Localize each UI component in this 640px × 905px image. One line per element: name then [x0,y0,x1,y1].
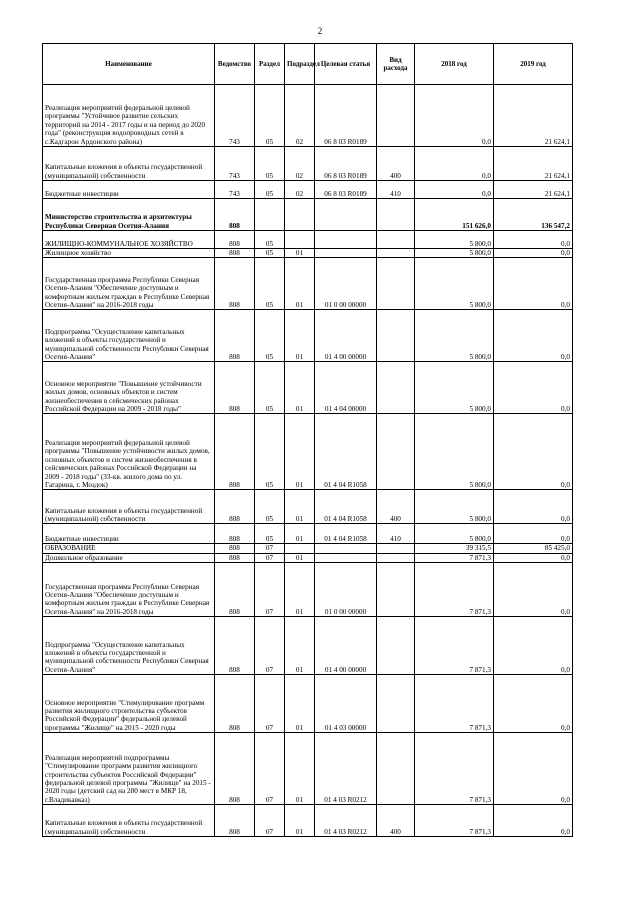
row-target-article: 01 4 04 R1058 [315,490,377,524]
row-department: 808 [215,733,255,805]
row-name: Государственная программа Республики Северная Осетия-Алания "Обеспечение доступным и комфортным жильем граждан в Республике Северная Осетия-Алания" на 2016-2018 годы [43,563,215,617]
header-year-2018: 2018 год [415,44,494,85]
row-subsection: 01 [285,310,315,362]
row-department: 808 [215,805,255,837]
table-row [43,563,573,617]
table-row [43,181,573,199]
row-target-article: 06 8 03 R0189 [315,147,377,181]
row-section: 05 [255,181,285,199]
row-name: Реализация мероприятий федеральной целевой программы "Устойчивое развитие сельских территорий на 2014 - 2017 годы и на период до 2020 года" (реконструкция водопроводных сетей в с.Кадгарон Ардонского района) [43,85,215,147]
row-amount-2019: 0,0 [494,310,573,362]
row-name: Государственная программа Республики Северная Осетия-Алания "Обеспечение доступным и комфортным жильем граждан в Республике Северная Осетия-Алания" на 2016-2018 годы [43,258,215,310]
row-expense-type [377,675,415,733]
row-name: Бюджетные инвестиции [43,181,215,199]
row-amount-2018: 39 315,5 [415,544,494,553]
header-expense-type: Вид расхода [377,44,415,85]
row-subsection: 02 [285,85,315,147]
row-section [255,199,285,231]
table-row [43,258,573,310]
row-section: 05 [255,147,285,181]
header-name: Наименование [43,44,215,85]
row-subsection [285,199,315,231]
table-row [43,553,573,562]
row-department: 808 [215,617,255,675]
row-expense-type [377,199,415,231]
row-name: Капитальные вложения в объекты государственной (муниципальной) собственности [43,147,215,181]
row-amount-2018: 5 800,0 [415,310,494,362]
row-subsection: 01 [285,733,315,805]
row-subsection: 01 [285,805,315,837]
row-target-article [315,553,377,562]
row-section: 05 [255,362,285,414]
row-department: 808 [215,563,255,617]
row-department: 808 [215,258,255,310]
row-amount-2019: 0,0 [494,805,573,837]
row-amount-2018: 7 871,3 [415,617,494,675]
row-department: 808 [215,310,255,362]
row-amount-2018: 0,0 [415,85,494,147]
row-amount-2019: 85 425,0 [494,544,573,553]
row-amount-2019: 0,0 [494,362,573,414]
row-section: 05 [255,231,285,249]
row-expense-type [377,544,415,553]
row-expense-type: 410 [377,524,415,544]
row-section: 07 [255,675,285,733]
row-amount-2019: 21 624,1 [494,85,573,147]
row-department: 808 [215,231,255,249]
row-subsection: 02 [285,147,315,181]
row-department: 808 [215,414,255,490]
table-row [43,199,573,231]
row-amount-2019: 0,0 [494,553,573,562]
row-name: Дошкольное образование [43,553,215,562]
row-target-article: 01 4 03 R0212 [315,805,377,837]
row-name: Министерство строительства и архитектуры Республики Северная Осетия-Алания [43,199,215,231]
row-name: Подпрограмма "Осуществление капитальных вложений в объекты государственной и муниципальной собственности Республики Северная Осетия-Алания" [43,310,215,362]
row-department: 808 [215,490,255,524]
row-subsection [285,544,315,553]
row-target-article: 01 4 03 00000 [315,675,377,733]
row-amount-2019: 0,0 [494,414,573,490]
row-amount-2018: 5 800,0 [415,490,494,524]
row-target-article: 01 0 00 00000 [315,563,377,617]
row-subsection: 01 [285,553,315,562]
row-target-article: 01 4 04 00000 [315,362,377,414]
table-row [43,147,573,181]
row-amount-2018: 151 626,0 [415,199,494,231]
row-department: 808 [215,553,255,562]
table-row [43,524,573,544]
table-body [43,85,573,837]
row-section: 07 [255,553,285,562]
row-amount-2019: 0,0 [494,258,573,310]
row-name: ОБРАЗОВАНИЕ [43,544,215,553]
table-header-row [43,44,573,85]
row-target-article: 01 4 00 00000 [315,617,377,675]
row-expense-type [377,563,415,617]
row-amount-2019: 0,0 [494,617,573,675]
row-amount-2018: 7 871,3 [415,553,494,562]
row-target-article: 01 4 03 R0212 [315,733,377,805]
row-target-article [315,249,377,258]
row-subsection: 01 [285,249,315,258]
row-expense-type: 400 [377,490,415,524]
row-name: Бюджетные инвестиции [43,524,215,544]
row-amount-2018: 7 871,3 [415,733,494,805]
row-section: 07 [255,544,285,553]
row-amount-2019: 0,0 [494,231,573,249]
row-amount-2018: 7 871,3 [415,805,494,837]
row-target-article [315,231,377,249]
row-amount-2018: 5 800,0 [415,249,494,258]
row-expense-type [377,617,415,675]
row-expense-type: 400 [377,805,415,837]
row-amount-2018: 5 800,0 [415,362,494,414]
row-name: Реализация мероприятий подпрограммы "Стимулирование программ развития жилищного строительства субъектов Российской Федерации" федеральной целевой программы "Жилище" на 2015 - 2020 годы (детский сад на 280 мест в МКР 18, г.Владикавказ) [43,733,215,805]
row-amount-2018: 5 800,0 [415,231,494,249]
row-amount-2018: 5 800,0 [415,258,494,310]
row-name: Основное мероприятие "Стимулирование программ развития жилищного строительства субъектов Российской Федерации" федеральной целевой программы "Жилище" на 2015 - 2020 годы [43,675,215,733]
header-target-article: Целевая статья [315,44,377,85]
table-row [43,675,573,733]
row-amount-2019: 0,0 [494,490,573,524]
header-year-2019: 2019 год [494,44,573,85]
row-amount-2018: 0,0 [415,181,494,199]
row-department: 808 [215,524,255,544]
row-amount-2018: 5 800,0 [415,524,494,544]
table-row [43,490,573,524]
row-expense-type [377,362,415,414]
row-target-article: 01 4 04 R1058 [315,524,377,544]
row-section: 05 [255,524,285,544]
row-expense-type [377,249,415,258]
row-section: 05 [255,85,285,147]
row-target-article: 01 0 00 00000 [315,258,377,310]
row-amount-2019: 136 547,2 [494,199,573,231]
row-department: 808 [215,249,255,258]
table-row [43,733,573,805]
row-expense-type [377,414,415,490]
row-amount-2019: 0,0 [494,249,573,258]
row-name: Реализация мероприятий федеральной целевой программы "Повышение устойчивости жилых домов, основных объектов и систем жизнеобеспечения в сейсмических районах Российской Федерации на 2009 - 2018 годы" (33-кв. жилого дома по ул. Гагарина, г. Моздок) [43,414,215,490]
header-section: Раздел [255,44,285,85]
row-expense-type [377,85,415,147]
table-row [43,362,573,414]
row-subsection: 01 [285,362,315,414]
row-amount-2019: 21 624,1 [494,147,573,181]
row-name: ЖИЛИЩНО-КОММУНАЛЬНОЕ ХОЗЯЙСТВО [43,231,215,249]
row-department: 743 [215,147,255,181]
row-amount-2019: 0,0 [494,563,573,617]
table-row [43,85,573,147]
row-subsection: 01 [285,675,315,733]
row-section: 07 [255,617,285,675]
budget-table [42,43,573,837]
row-expense-type: 410 [377,181,415,199]
table-row [43,249,573,258]
row-section: 05 [255,414,285,490]
row-section: 05 [255,490,285,524]
row-expense-type: 400 [377,147,415,181]
row-name: Капитальные вложения в объекты государственной (муниципальной) собственности [43,490,215,524]
row-target-article [315,199,377,231]
row-section: 05 [255,310,285,362]
row-name: Жилищное хозяйство [43,249,215,258]
table-row [43,544,573,553]
row-target-article: 06 8 03 R0189 [315,181,377,199]
row-subsection: 01 [285,414,315,490]
row-subsection [285,231,315,249]
row-expense-type [377,733,415,805]
row-name: Подпрограмма "Осуществление капитальных вложений в объекты государственной и муниципальной собственности Республики Северная Осетия-Алания" [43,617,215,675]
row-amount-2019: 0,0 [494,524,573,544]
row-target-article: 01 4 04 R1058 [315,414,377,490]
row-department: 808 [215,544,255,553]
table-row [43,805,573,837]
table-row [43,617,573,675]
row-department: 808 [215,362,255,414]
row-target-article: 01 4 00 00000 [315,310,377,362]
row-subsection: 01 [285,258,315,310]
row-name: Капитальные вложения в объекты государственной (муниципальной) собственности [43,805,215,837]
row-target-article [315,544,377,553]
row-amount-2019: 0,0 [494,675,573,733]
row-amount-2018: 0,0 [415,147,494,181]
row-amount-2019: 21 624,1 [494,181,573,199]
row-subsection: 01 [285,524,315,544]
row-amount-2018: 7 871,3 [415,675,494,733]
row-amount-2018: 5 800,0 [415,414,494,490]
row-amount-2019: 0,0 [494,733,573,805]
row-expense-type [377,310,415,362]
row-section: 05 [255,249,285,258]
row-department: 743 [215,181,255,199]
row-department: 808 [215,675,255,733]
row-section: 05 [255,258,285,310]
table-row [43,310,573,362]
header-department: Ведомство [215,44,255,85]
header-subsection: Подраздел [285,44,315,85]
row-department: 808 [215,199,255,231]
row-expense-type [377,258,415,310]
row-name: Основное мероприятие "Повышение устойчивости жилых домов, основных объектов и систем жизнеобеспечения в сейсмических районах Российской Федерации на 2009 - 2018 годы" [43,362,215,414]
row-subsection: 01 [285,617,315,675]
row-department: 743 [215,85,255,147]
row-subsection: 02 [285,181,315,199]
page-number: 2 [317,26,323,36]
row-section: 07 [255,563,285,617]
table-row [43,414,573,490]
row-subsection: 01 [285,490,315,524]
row-expense-type [377,231,415,249]
row-expense-type [377,553,415,562]
table-row [43,231,573,249]
row-amount-2018: 7 871,3 [415,563,494,617]
row-section: 07 [255,733,285,805]
row-subsection: 01 [285,563,315,617]
row-section: 07 [255,805,285,837]
row-target-article: 06 8 03 R0189 [315,85,377,147]
